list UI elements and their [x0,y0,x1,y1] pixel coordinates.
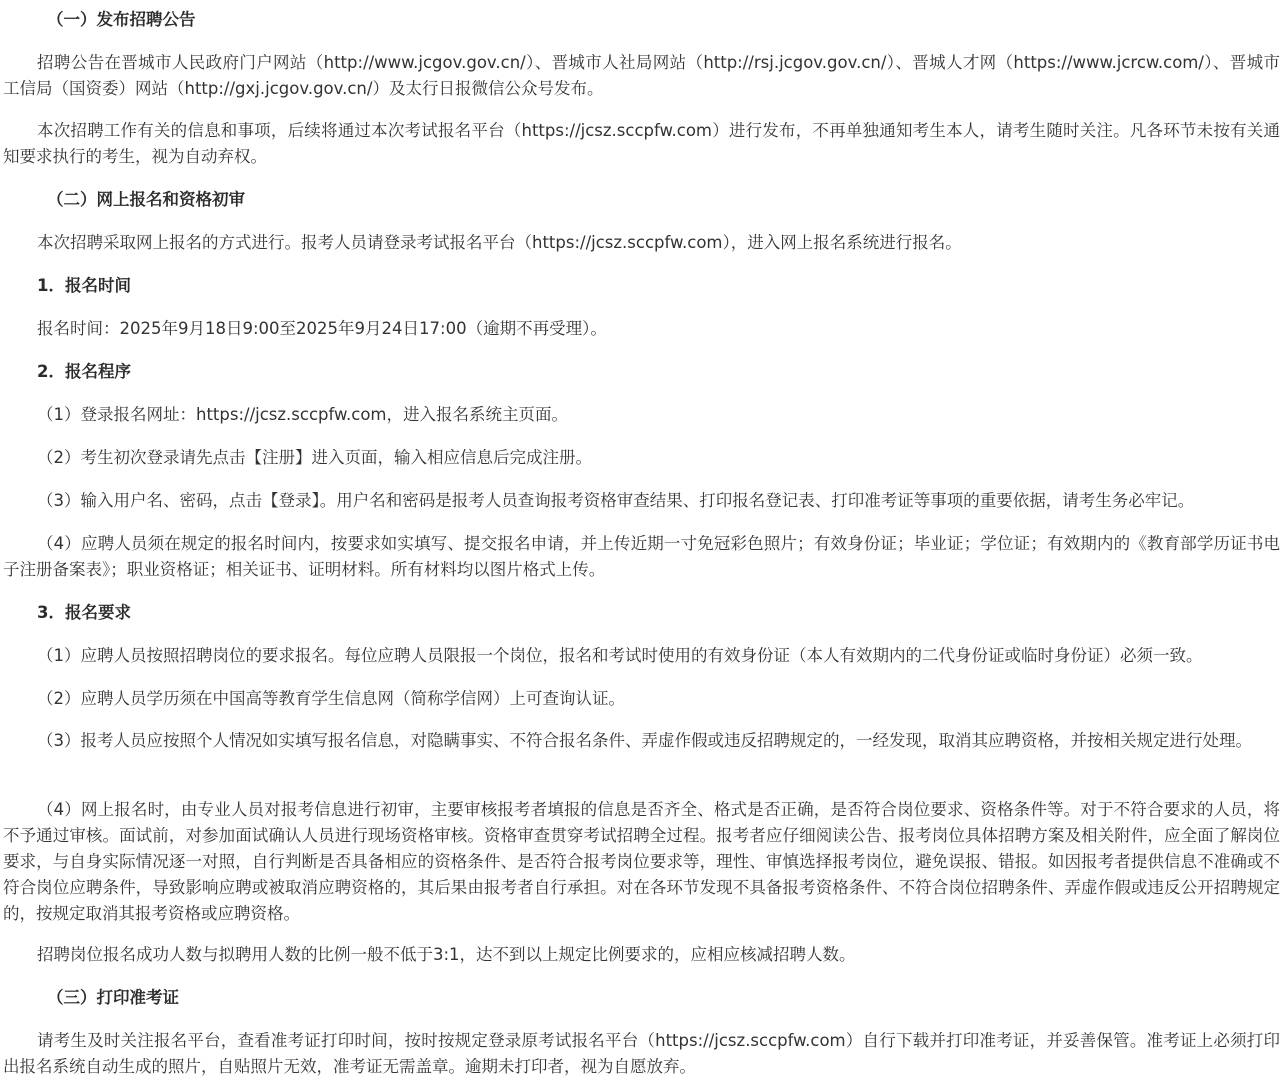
registration-time-text: 报名时间：2025年9月18日9:00至2025年9月24日17:00（逾期不再受理）。 [37,319,607,338]
procedure-step-2: （2）考生初次登录请先点击【注册】进入页面，输入相应信息后完成注册。 [37,448,592,467]
section-1-paragraph-1: 招聘公告在晋城市人民政府门户网站（http://www.jcgov.gov.cn/）、晋城市人社局网站（http://rsj.jcgov.gov.cn/）、晋城人才网（https://www.jcrcw.com/）、晋城市工信局（国资委）网站（http://gxj.jcgov.gov.cn/）及太行日报微信公众号发布。 [3,53,1280,98]
procedure-step-3: （3）输入用户名、密码，点击【登录】。用户名和密码是报考人员查询报考资格审查结果、打印报名登记表、打印准考证等事项的重要依据，请考生务必牢记。 [37,491,1195,510]
procedure-step-4: （4）应聘人员须在规定的报名时间内，按要求如实填写、提交报名申请，并上传近期一寸免冠彩色照片；有效身份证；毕业证；学位证；有效期内的《教育部学历证书电子注册备案表》；职业资格证；相关证书、证明材料。所有材料均以图片格式上传。 [3,534,1280,579]
requirement-2: （2）应聘人员学历须在中国高等教育学生信息网（简称学信网）上可查询认证。 [37,689,625,708]
requirement-3: （3）报考人员应按照个人情况如实填写报名信息，对隐瞒事实、不符合报名条件、弄虚作假或违反招聘规定的，一经发现，取消其应聘资格，并按相关规定进行处理。 [37,731,1252,750]
requirement-1: （1）应聘人员按照招聘岗位的要求报名。每位应聘人员限报一个岗位，报名和考试时使用的有效身份证（本人有效期内的二代身份证或临时身份证）必须一致。 [37,646,1203,665]
applicant-ratio-note: 招聘岗位报名成功人数与拟聘用人数的比例一般不低于3:1，达不到以上规定比例要求的，应相应核减招聘人数。 [37,945,856,964]
requirement-4: （4）网上报名时，由专业人员对报考信息进行初审，主要审核报考者填报的信息是否齐全、格式是否正确，是否符合岗位要求、资格条件等。对于不符合要求的人员，将不予通过审核。面试前，对参加面试确认人员进行现场资格审核。资格审查贯穿考试招聘全过程。报考者应仔细阅读公告、报考岗位具体招聘方案及相关附件，应全面了解岗位要求，与自身实际情况逐一对照，自行判断是否具备相应的资格条件、是否符合报考岗位要求等，理性、审慎选择报考岗位，避免误报、错报。如因报考者提供信息不准确或不符合岗位应聘条件，导致影响应聘或被取消应聘资格的，其后果由报考者自行承担。对在各环节发现不具备报考资格条件、不符合岗位招聘条件、弄虚作假或违反公开招聘规定的，按规定取消其报考资格或应聘资格。 [3,800,1280,923]
section-2-intro: 本次招聘采取网上报名的方式进行。报考人员请登录考试报名平台（https://jcsz.sccpfw.com），进入网上报名系统进行报名。 [37,233,962,252]
procedure-step-1: （1）登录报名网址：https://jcsz.sccpfw.com，进入报名系统主页面。 [37,405,568,424]
section-2-title: （二）网上报名和资格初审 [47,190,245,209]
section-3-paragraph-1: 请考生及时关注报名平台，查看准考证打印时间，按时按规定登录原考试报名平台（https://jcsz.sccpfw.com）自行下载并打印准考证，并妥善保管。准考证上必须打印出报名系统自动生成的照片，自贴照片无效，准考证无需盖章。逾期未打印者，视为自愿放弃。 [3,1031,1280,1076]
section-1-paragraph-2: 本次招聘工作有关的信息和事项，后续将通过本次考试报名平台（https://jcsz.sccpfw.com）进行发布，不再单独通知考生本人，请考生随时关注。凡各环节未按有关通知要求执行的考生，视为自动弃权。 [3,121,1280,166]
section-3-title: （三）打印准考证 [47,988,179,1007]
section-1-title: （一）发布招聘公告 [47,10,196,29]
subsection-registration-requirements-title: 3．报名要求 [37,603,131,622]
subsection-registration-procedure-title: 2．报名程序 [37,362,131,381]
subsection-registration-time-title: 1．报名时间 [37,276,131,295]
